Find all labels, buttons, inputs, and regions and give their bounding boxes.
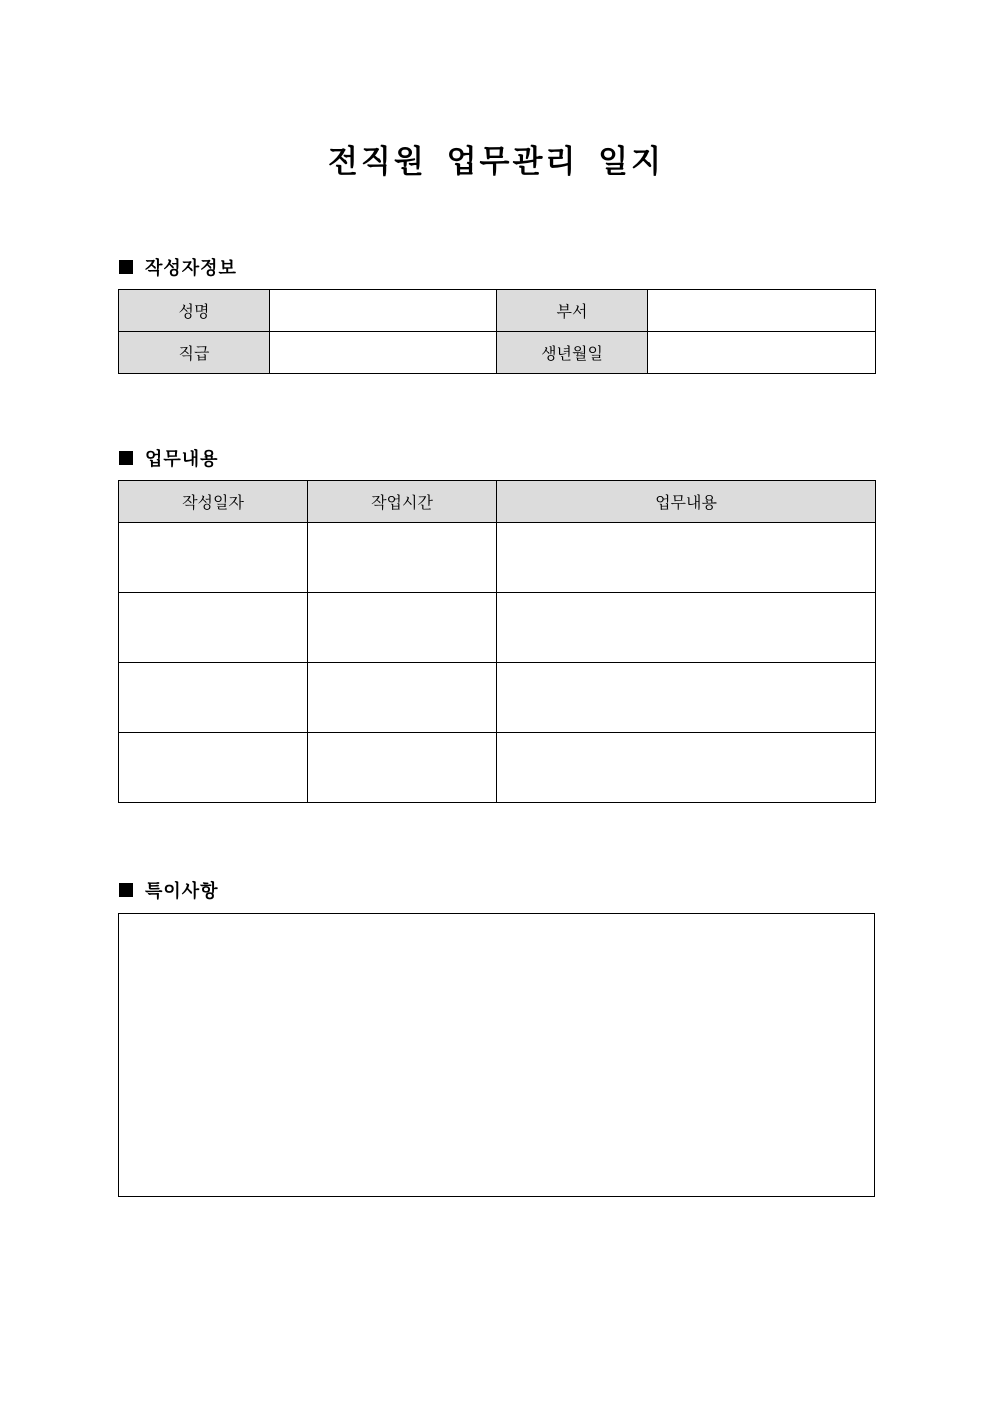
- work-content-table: [118, 480, 876, 803]
- notes-heading: [119, 877, 219, 903]
- date-cell[interactable]: [119, 523, 308, 593]
- work-content-heading: [119, 445, 219, 471]
- work-content-cell[interactable]: [497, 593, 876, 663]
- date-cell[interactable]: [119, 733, 308, 803]
- position-field[interactable]: [270, 332, 497, 374]
- writer-info-table: [118, 289, 876, 374]
- birthdate-label: 생년월일: [497, 332, 648, 374]
- writer-info-heading: [119, 254, 237, 280]
- work-time-cell[interactable]: [308, 663, 497, 733]
- date-cell[interactable]: [119, 663, 308, 733]
- department-label: 부서: [497, 290, 648, 332]
- work-content-cell[interactable]: [497, 663, 876, 733]
- document-title: 전직원 업무관리 일지: [327, 144, 665, 180]
- table-row: [119, 593, 876, 663]
- department-field[interactable]: [648, 290, 876, 332]
- writer-info-heading-label: 작성자정보: [145, 258, 237, 279]
- date-cell[interactable]: [119, 593, 308, 663]
- column-header-work-time: 작업시간: [308, 481, 497, 523]
- square-bullet-icon: [119, 883, 133, 897]
- notes-field[interactable]: [118, 913, 875, 1197]
- column-header-work-content: 업무내용: [497, 481, 876, 523]
- name-field[interactable]: [270, 290, 497, 332]
- name-label: 성명: [119, 290, 270, 332]
- position-label: 직급: [119, 332, 270, 374]
- notes-heading-label: 특이사항: [145, 881, 219, 902]
- work-content-cell[interactable]: [497, 733, 876, 803]
- square-bullet-icon: [119, 260, 133, 274]
- square-bullet-icon: [119, 451, 133, 465]
- table-row: [119, 523, 876, 593]
- table-row: [119, 733, 876, 803]
- table-row: [119, 290, 876, 332]
- table-row: [119, 332, 876, 374]
- table-row: [119, 663, 876, 733]
- work-content-heading-label: 업무내용: [145, 449, 219, 470]
- column-header-date: 작성일자: [119, 481, 308, 523]
- work-content-cell[interactable]: [497, 523, 876, 593]
- work-time-cell[interactable]: [308, 593, 497, 663]
- work-time-cell[interactable]: [308, 523, 497, 593]
- birthdate-field[interactable]: [648, 332, 876, 374]
- table-header-row: [119, 481, 876, 523]
- work-time-cell[interactable]: [308, 733, 497, 803]
